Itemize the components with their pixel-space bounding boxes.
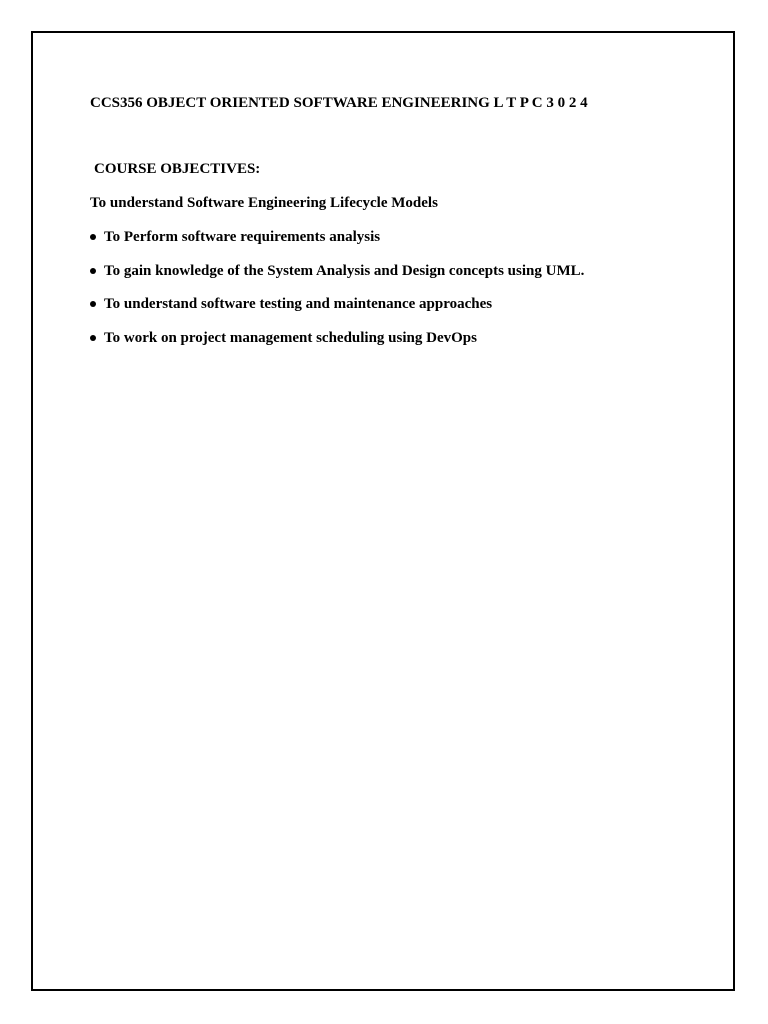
objective-text: To understand software testing and maintenance approaches [104,296,493,312]
list-item [88,295,584,313]
bullet-icon [90,335,96,341]
objective-text: To work on project management scheduling using DevOps [104,329,477,346]
list-item [88,329,584,347]
list-item [88,228,584,246]
course-title: CCS356 OBJECT ORIENTED SOFTWARE ENGINEERING L T P C 3 0 2 4 [90,95,588,111]
bullet-icon [90,234,96,240]
intro-objective: To understand Software Engineering Lifecycle Models [90,195,438,211]
objectives-heading: COURSE OBJECTIVES: [94,161,261,177]
objective-text: To Perform software requirements analysis [104,229,381,245]
objectives-list [88,228,584,362]
bullet-icon [90,301,96,307]
list-item [88,262,584,280]
bullet-icon [90,268,96,274]
objective-text: To gain knowledge of the System Analysis and Design concepts using UML. [104,262,585,279]
